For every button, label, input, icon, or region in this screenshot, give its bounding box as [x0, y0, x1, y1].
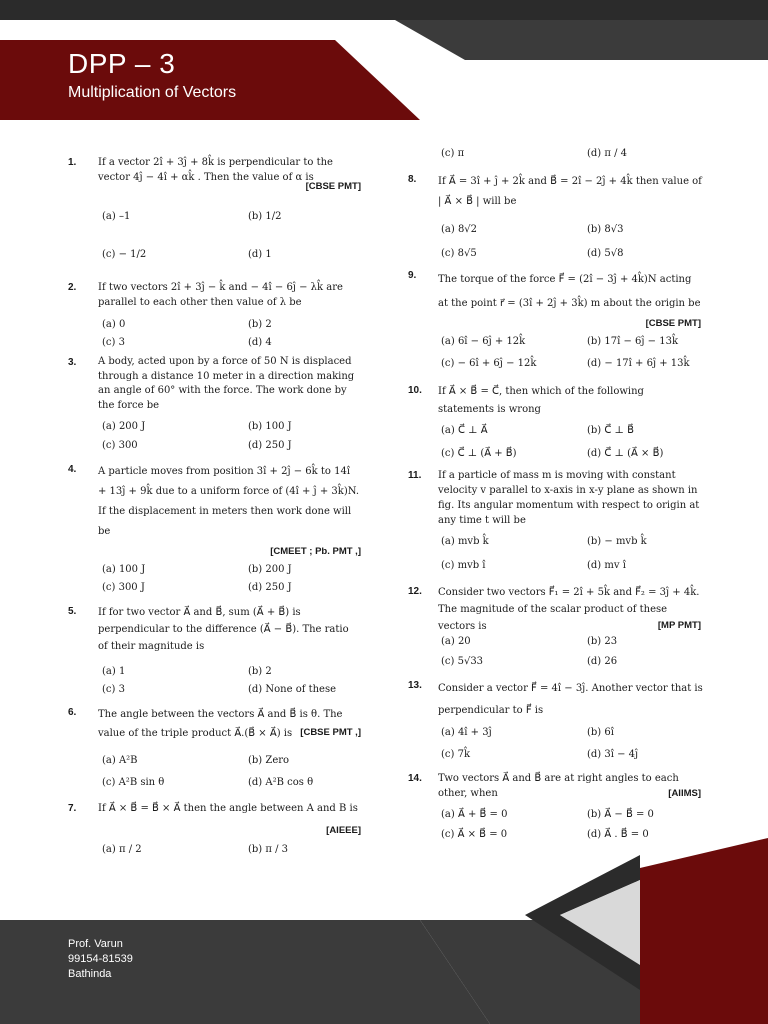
- question-source: [AIIMS]: [668, 788, 701, 799]
- question-number: 4.: [68, 464, 77, 475]
- option-c: (c) C⃗ ⊥ (A⃗ + B⃗): [441, 448, 517, 459]
- option-c: (c) 3: [102, 337, 125, 348]
- option-d: (d) 3î − 4ĵ: [587, 749, 639, 760]
- question-number: 7.: [68, 803, 77, 814]
- question-14: [408, 771, 703, 846]
- question-number: 3.: [68, 357, 77, 368]
- top-bar: [0, 0, 768, 20]
- question-source: [CBSE PMT]: [305, 181, 361, 192]
- question-text: The torque of the force F⃗ = (2î − 3ĵ + 4k̂)N acting at the point r⃗ = (3î + 2ĵ + 3k̂) m about the origin be: [438, 274, 701, 309]
- option-d: (d) − 17î + 6ĵ + 13k̂: [587, 358, 690, 369]
- question-number: 11.: [408, 470, 422, 481]
- question-text: If for two vector A⃗ and B⃗, sum (A⃗ + B⃗) is perpendicular to the difference (A⃗ − B⃗). The ratio of their magnitude is: [98, 607, 349, 652]
- question-9: [408, 268, 703, 378]
- question-1: [68, 155, 363, 275]
- option-a: (a) 8√2: [441, 224, 478, 235]
- option-d: (d) C⃗ ⊥ (A⃗ × B⃗): [587, 448, 664, 459]
- question-7: [68, 801, 363, 861]
- option-b: (b) 2: [248, 666, 272, 677]
- question-12: [408, 584, 703, 674]
- author-name: Prof. Varun: [68, 938, 123, 950]
- question-number: 5.: [68, 606, 77, 617]
- question-13: [408, 678, 703, 768]
- option-b: (b) 100 J: [248, 421, 292, 432]
- option-b: (b) 200 J: [248, 564, 292, 575]
- option-c: (c) 3: [102, 684, 125, 695]
- option-d: (d) 1: [248, 249, 272, 260]
- option-d: (d) 250 J: [248, 440, 292, 451]
- option-b: (b) 2: [248, 319, 272, 330]
- question-number: 8.: [408, 174, 417, 185]
- top-right-band: [395, 20, 768, 60]
- question-text: A particle moves from position 3î + 2ĵ − 6k̂ to 14î + 13ĵ + 9k̂ due to a uniform force of (4î + ĵ + 3k̂)N. If the displacement in meters then work done will be: [98, 466, 360, 537]
- question-text: Consider two vectors F⃗₁ = 2î + 5k̂ and F⃗₂ = 3ĵ + 4k̂. The magnitude of the scalar product of these vectors is: [438, 587, 700, 632]
- question-source: [CMEET ; Pb. PMT ,]: [270, 546, 361, 557]
- author-city: Bathinda: [68, 968, 112, 980]
- question-5: [68, 604, 363, 699]
- question-10: [408, 383, 703, 463]
- option-b: (b) C⃗ ⊥ B⃗: [587, 425, 634, 436]
- question-3: [68, 355, 363, 455]
- question-8: [408, 172, 703, 262]
- question-source: [AIEEE]: [326, 825, 361, 836]
- option-d: (d) 5√8: [587, 248, 624, 259]
- question-number: 10.: [408, 385, 422, 396]
- option-a: (a) A⃗ + B⃗ = 0: [441, 809, 508, 820]
- author-phone: 99154-81539: [68, 953, 133, 965]
- option-b: (b) 1/2: [248, 211, 282, 222]
- q7-option-c: (c) π: [441, 148, 465, 159]
- option-d: (d) None of these: [248, 684, 337, 695]
- option-b: (b) − mvb k̂: [587, 536, 647, 547]
- option-c: (c) A⃗ × B⃗ = 0: [441, 829, 508, 840]
- option-c: (c) 7k̂: [441, 749, 471, 760]
- option-d: (d) A⃗ . B⃗ = 0: [587, 829, 649, 840]
- question-number: 6.: [68, 707, 77, 718]
- option-c: (c) 300: [102, 440, 138, 451]
- question-text: If a vector 2î + 3ĵ + 8k̂ is perpendicular to the vector 4ĵ − 4î + αk̂ . Then the value of α is: [98, 157, 333, 183]
- option-a: (a) 6î − 6ĵ + 12k̂: [441, 336, 526, 347]
- question-text: The angle between the vectors A⃗ and B⃗ is θ. The value of the triple product A⃗.(B⃗ × A⃗) is: [98, 709, 343, 739]
- option-a: (a) 20: [441, 636, 471, 647]
- option-b: (b) 8√3: [587, 224, 624, 235]
- question-number: 9.: [408, 270, 417, 281]
- option-a: (a) 1: [102, 666, 126, 677]
- question-text: Two vectors A⃗ and B⃗ are at right angles to each other, when: [438, 773, 679, 799]
- question-text: A body, acted upon by a force of 50 N is displaced through a distance 10 meter in a direction making an angle of 60° with the force. The work done by the force be: [98, 356, 355, 411]
- option-d: (d) A²B cos θ: [248, 777, 314, 788]
- option-b: (b) A⃗ − B⃗ = 0: [587, 809, 654, 820]
- q7-option-d: (d) π / 4: [587, 148, 628, 159]
- question-text: If A⃗ = 3î + ĵ + 2k̂ and B⃗ = 2î − 2ĵ + 4k̂ then value of | A⃗ × B⃗ | will be: [438, 176, 702, 207]
- question-2: [68, 280, 363, 350]
- maroon-block: [640, 838, 768, 1024]
- option-b: (b) 6î: [587, 727, 614, 738]
- question-text: If A⃗ × B⃗ = B⃗ × A⃗ then the angle between A and B is: [98, 803, 358, 814]
- option-b: (b) 17î − 6ĵ − 13k̂: [587, 336, 679, 347]
- option-a: (a) –1: [102, 211, 131, 222]
- option-d: (d) 250 J: [248, 582, 292, 593]
- option-c: (c) 8√5: [441, 248, 477, 259]
- question-11: [408, 468, 703, 578]
- option-c: (c) − 6î + 6ĵ − 12k̂: [441, 358, 537, 369]
- question-number: 13.: [408, 680, 422, 691]
- footer-contact: [68, 937, 133, 982]
- option-b: (b) π / 3: [248, 844, 289, 855]
- option-d: (d) 26: [587, 656, 618, 667]
- option-d: (d) mv î: [587, 560, 626, 571]
- question-text: If A⃗ × B⃗ = C⃗, then which of the following statements is wrong: [438, 386, 644, 415]
- option-a: (a) A²B: [102, 755, 138, 766]
- question-text: Consider a vector F⃗ = 4î − 3ĵ. Another vector that is perpendicular to F⃗ is: [438, 683, 703, 716]
- option-b: (b) 23: [587, 636, 618, 647]
- option-a: (a) 4î + 3ĵ: [441, 727, 492, 738]
- question-source: [CBSE PMT ,]: [300, 727, 361, 738]
- question-source: [MP PMT]: [657, 620, 701, 631]
- question-4: [68, 462, 363, 597]
- option-a: (a) mvb k̂: [441, 536, 489, 547]
- page-title: DPP – 3: [68, 48, 176, 79]
- option-c: (c) A²B sin θ: [102, 777, 165, 788]
- question-number: 12.: [408, 586, 422, 597]
- question-source: [CBSE PMT]: [645, 318, 701, 329]
- option-a: (a) C⃗ ⊥ A⃗: [441, 425, 488, 436]
- option-a: (a) 100 J: [102, 564, 146, 575]
- question-number: 1.: [68, 157, 77, 168]
- option-b: (b) Zero: [248, 755, 290, 766]
- option-c: (c) mvb î: [441, 560, 486, 571]
- option-c: (c) − 1/2: [102, 249, 147, 260]
- question-number: 14.: [408, 773, 422, 784]
- question-number: 2.: [68, 282, 77, 293]
- question-text: If two vectors 2î + 3ĵ − k̂ and − 4î − 6ĵ − λk̂ are parallel to each other then value of λ be: [98, 282, 343, 308]
- question-text: If a particle of mass m is moving with constant velocity v parallel to x-axis in x-y plane as shown in fig. Its angular momentum with respect to origin at any time t will be: [438, 470, 700, 526]
- option-a: (a) π / 2: [102, 844, 142, 855]
- option-d: (d) 4: [248, 337, 272, 348]
- option-c: (c) 5√33: [441, 656, 484, 667]
- question-6: [68, 705, 363, 795]
- option-c: (c) 300 J: [102, 582, 145, 593]
- header-banner: [0, 40, 420, 120]
- option-a: (a) 200 J: [102, 421, 146, 432]
- page-subtitle: Multiplication of Vectors: [68, 84, 237, 101]
- option-a: (a) 0: [102, 319, 126, 330]
